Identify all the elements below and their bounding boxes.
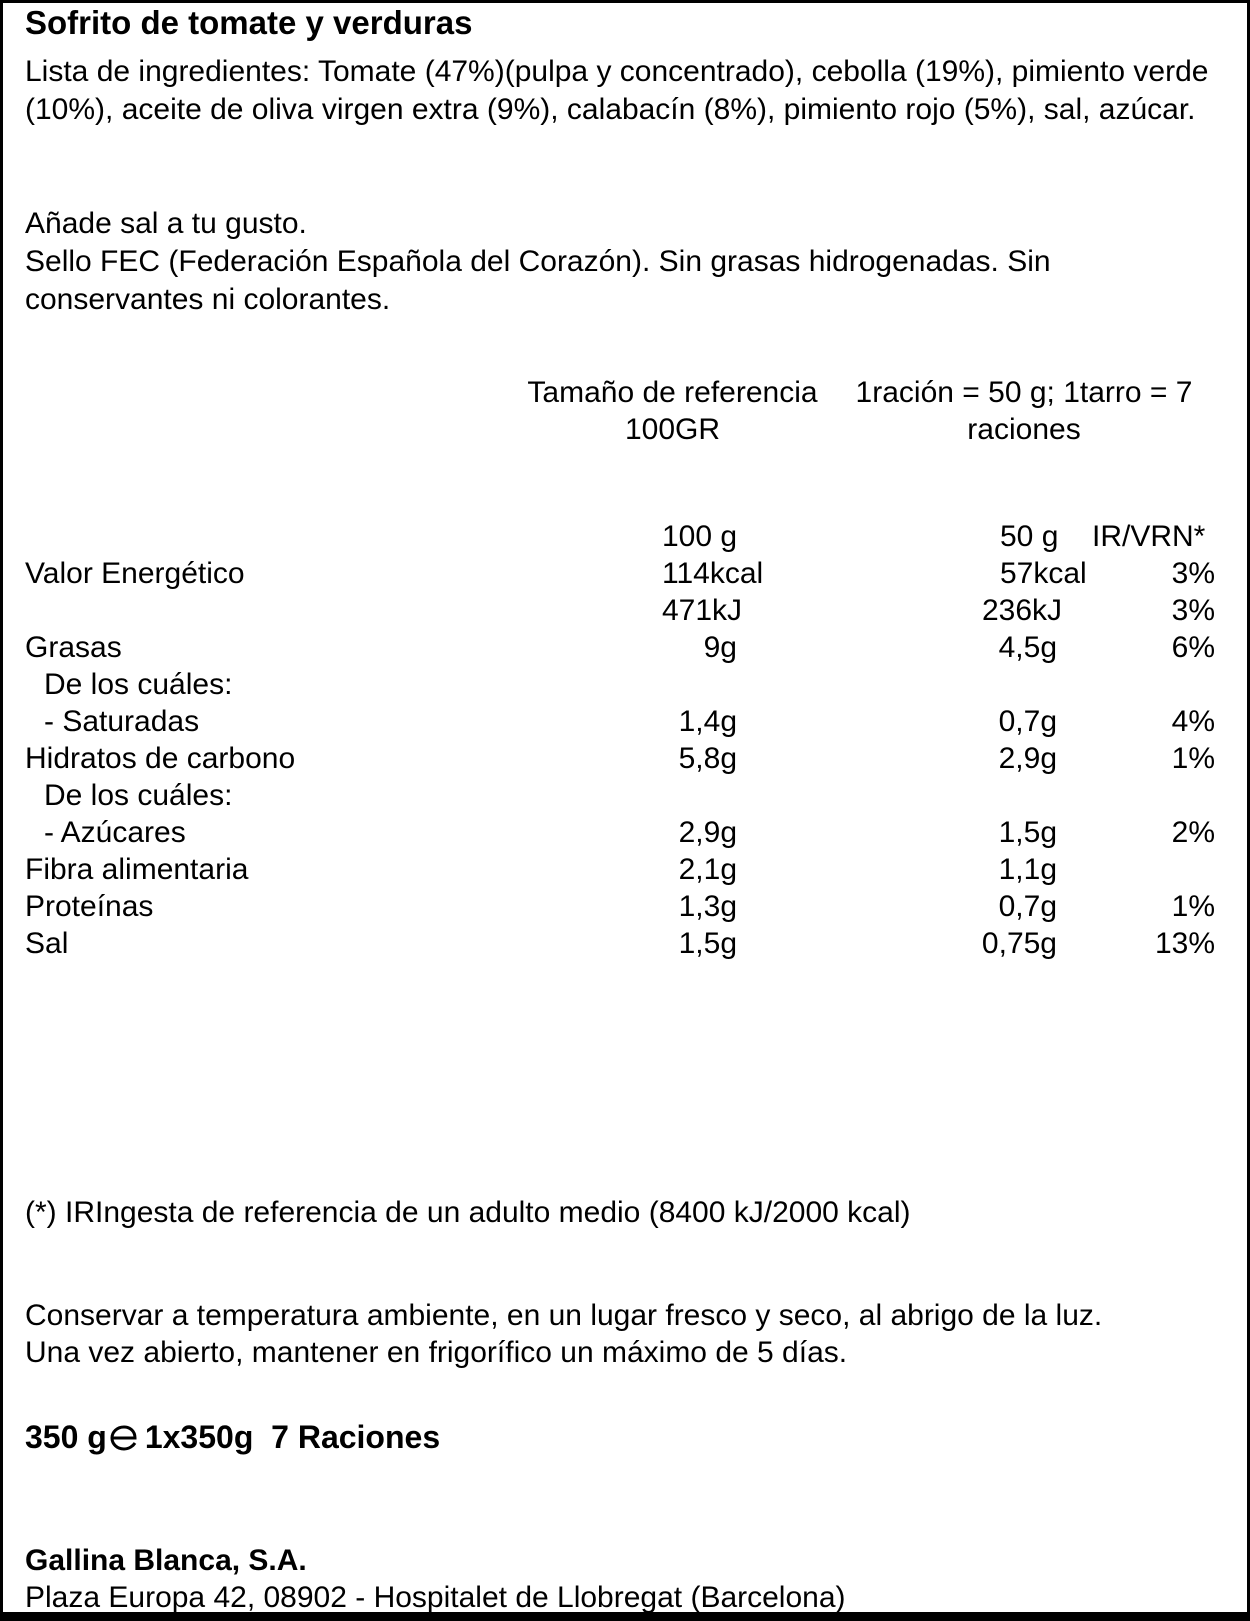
row-label: Sal [25,927,69,960]
portion-info-cont: raciones [967,413,1081,446]
fec-seal-note: Sello FEC (Federación Española del Corazón). Sin grasas hidrogenadas. Sin conservantes ni colorantes. [25,245,1051,316]
row-value-100g: 471kJ [662,594,743,627]
row-value-50g: 1,5g [998,816,1057,849]
row-value-50g: 0,75g [981,927,1057,960]
row-value-100g: 9g [703,631,737,664]
company-address: Plaza Europa 42, 08902 - Hospitalet de Llobregat (Barcelona) [25,1581,846,1614]
row-value-100g: 1,3g [678,890,737,923]
row-value-50g: 0,7g [998,890,1057,923]
row-label: Hidratos de carbono [25,742,296,775]
row-sublabel: De los cuáles: [44,668,233,701]
row-label: Grasas [25,631,122,664]
row-value-50g: 236kJ [982,594,1063,627]
row-label: Fibra alimentaria [25,853,249,886]
row-value-50g: 4,5g [998,631,1057,664]
row-value-100g: 1,4g [678,705,737,738]
salt-note: Añade sal a tu gusto. [25,207,307,240]
header-per-50g: 50 g [1000,520,1059,553]
row-value-50g: 57kcal [1000,557,1087,590]
row-value-50g: 0,7g [998,705,1057,738]
row-value-ir: 1% [1171,742,1215,775]
row-value-ir: 2% [1171,816,1215,849]
row-value-100g: 5,8g [678,742,737,775]
row-value-100g: 2,1g [678,853,737,886]
portion-info: 1ración = 50 g; 1tarro = 7 [855,376,1193,409]
storage-after-opening: Una vez abierto, mantener en frigorífico un máximo de 5 días. [25,1336,848,1369]
net-weight: 350 g [25,1419,107,1455]
reference-intake-footnote: (*) IRIngesta de referencia de un adulto medio (8400 kJ/2000 kcal) [25,1196,911,1229]
row-value-ir: 1% [1171,890,1215,923]
row-label: Valor Energético [25,557,245,590]
row-value-50g: 1,1g [998,853,1057,886]
row-value-ir: 6% [1171,631,1215,664]
servings-count: 7 Raciones [271,1419,441,1455]
row-value-50g: 2,9g [998,742,1057,775]
row-value-ir: 13% [1154,927,1215,960]
row-label: - Azúcares [44,816,186,849]
reference-size-label: Tamaño de referencia [527,376,818,409]
reference-size-value: 100GR [624,413,721,446]
row-label: - Saturadas [44,705,200,738]
row-value-ir: 4% [1171,705,1215,738]
row-value-100g: 2,9g [678,816,737,849]
header-ir-vrn: IR/VRN* [1092,520,1206,553]
company-name: Gallina Blanca, S.A. [25,1544,307,1577]
row-label: Proteínas [25,890,154,923]
estimated-sign-icon [109,1422,139,1448]
row-sublabel: De los cuáles: [44,779,233,812]
pack-format: 1x350g [144,1419,254,1455]
header-per-100g: 100 g [662,520,738,553]
row-value-100g: 1,5g [678,927,737,960]
row-value-100g: 114kcal [662,557,764,590]
ingredients-list: Lista de ingredientes: Tomate (47%)(pulpa y concentrado), cebolla (19%), pimiento verde (10%), aceite de oliva virgen extra (9%), calabacín (8%), pimiento rojo (5%), sal, azúcar. [25,55,1209,126]
net-weight-line [25,1419,440,1456]
row-value-ir: 3% [1171,557,1215,590]
storage-instructions: Conservar a temperatura ambiente, en un lugar fresco y seco, al abrigo de la luz. [25,1299,1103,1332]
row-value-ir: 3% [1171,594,1215,627]
product-title: Sofrito de tomate y verduras [25,4,473,41]
